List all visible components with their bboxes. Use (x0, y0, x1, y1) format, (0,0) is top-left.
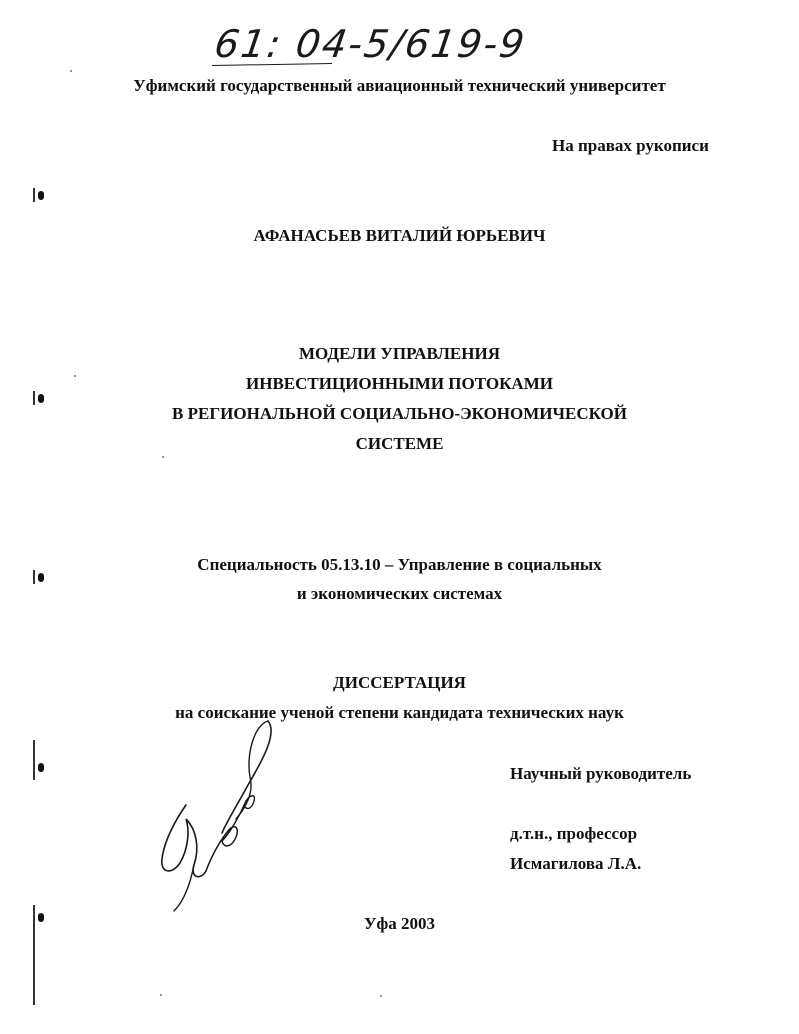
specialty-line-1: Специальность 05.13.10 – Управление в социальных (197, 555, 602, 574)
signature-icon (150, 715, 290, 925)
binding-edge-mark (33, 905, 35, 1005)
binding-hole-mark (38, 913, 44, 922)
binding-edge-mark (33, 391, 35, 405)
title-line-3: В РЕГИОНАЛЬНОЙ СОЦИАЛЬНО-ЭКОНОМИЧЕСКОЙ (172, 404, 627, 423)
rights-note: На правах рукописи (552, 136, 709, 155)
title-line-1: МОДЕЛИ УПРАВЛЕНИЯ (299, 344, 500, 363)
binding-edge-mark (33, 740, 35, 780)
supervisor-name: Исмагилова Л.А. (510, 854, 642, 873)
specialty-line-2: и экономических системах (296, 584, 503, 603)
supervisor-title: д.т.н., профессор (510, 824, 638, 843)
binding-edge-mark (33, 570, 35, 584)
place-year: Уфа 2003 (364, 914, 435, 933)
scan-speck (70, 70, 72, 72)
author-name: АФАНАСЬЕВ ВИТАЛИЙ ЮРЬЕВИЧ (253, 226, 546, 245)
supervisor-label: Научный руководитель (510, 764, 692, 783)
scan-speck (380, 995, 382, 997)
degree-line: на соискание ученой степени кандидата технических наук (175, 703, 624, 722)
binding-hole-mark (38, 394, 44, 403)
binding-hole-mark (38, 763, 44, 772)
document-type: ДИССЕРТАЦИЯ (333, 673, 466, 692)
scan-speck (162, 456, 164, 458)
title-line-4: СИСТЕМЕ (355, 434, 444, 453)
scan-speck (160, 994, 162, 996)
binding-hole-mark (38, 191, 44, 200)
university-name: Уфимский государственный авиационный технический университет (133, 76, 666, 95)
scan-speck (74, 375, 76, 377)
binding-hole-mark (38, 573, 44, 582)
title-line-2: ИНВЕСТИЦИОННЫМИ ПОТОКАМИ (246, 374, 553, 393)
handwritten-archive-number: 61: 04-5/619-9 (211, 22, 529, 66)
binding-edge-mark (33, 188, 35, 202)
